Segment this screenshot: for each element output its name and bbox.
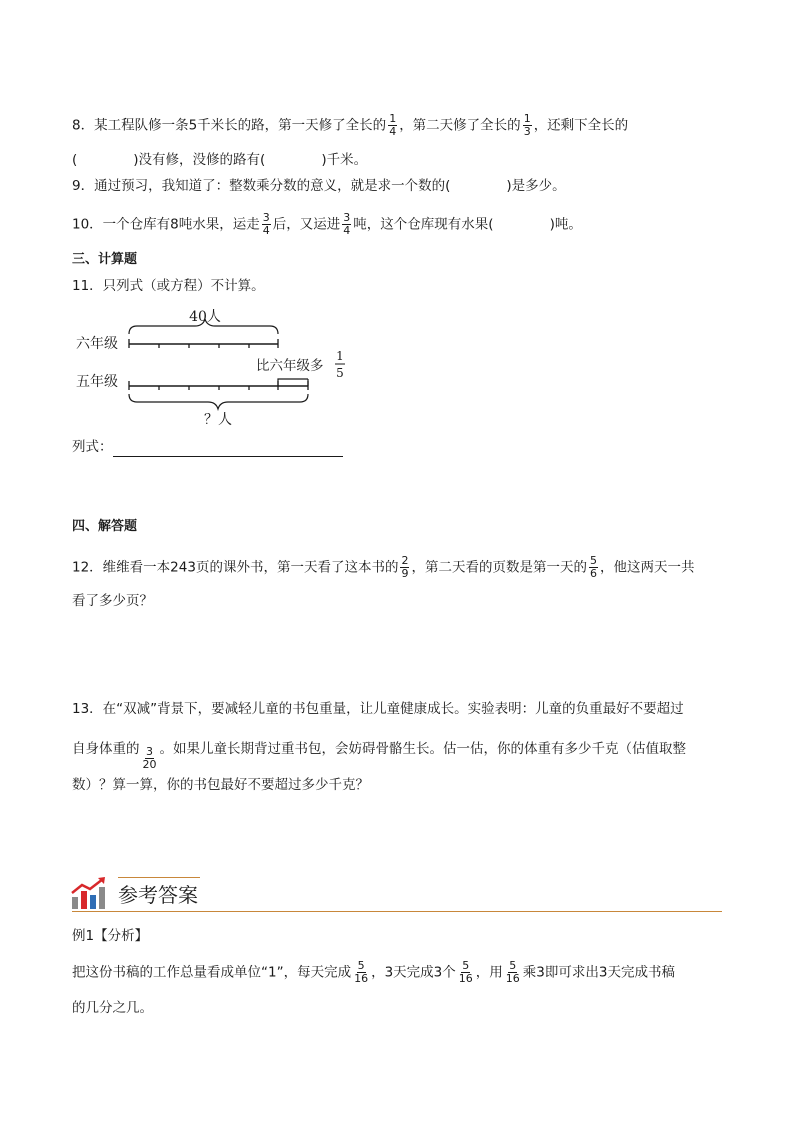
bottom-brace xyxy=(129,394,308,409)
fraction: $\frac{5}{6}$ xyxy=(589,554,597,580)
fraction: $\frac{5}{16}$ xyxy=(505,959,520,985)
fraction: $\frac{5}{16}$ xyxy=(354,959,369,985)
fraction: $\frac{1}{3}$ xyxy=(523,112,531,138)
row-label-grade5: 五年级 xyxy=(76,374,118,390)
answer-analysis-line2: 的几分之几。 xyxy=(72,1000,153,1016)
answer-line-row: 列式： xyxy=(72,437,343,457)
line-segment-diagram xyxy=(72,300,372,435)
fraction: $\frac{2}{9}$ xyxy=(401,554,409,580)
answer-analysis-line1: 把这份书稿的工作总量看成单位“1”，每天完成 $\frac{5}{16}$ ，3天完成3个 $\frac{5}{16}$ ，用 $\frac{5}{16}$ 乘3即可求出3天完成书稿 xyxy=(72,959,675,985)
bottom-label: ？人 xyxy=(204,412,232,428)
section-heading-4: 四、解答题 xyxy=(72,519,138,534)
answer-line[interactable] xyxy=(113,442,343,457)
question-13-line2: 自身体重的 $\frac{3}{20}$ 。如果儿童长期背过重书包，会妨碍骨骼生长。估一估，你的体重有多少千克（估值取整 xyxy=(72,741,686,771)
question-12-line2: 看了多少页？ xyxy=(72,593,153,609)
example-1-heading: 例1【分析】 xyxy=(72,928,149,944)
question-8-line1: 8．某工程队修一条5千米长的路，第一天修了全长的 $\frac{1}{4}$ ，第二天修了全长的 $\frac{1}{3}$ ，还剩下全长的 xyxy=(72,112,629,138)
question-10: 10．一个仓库有8吨水果，运走 $\frac{3}{4}$ 后，又运进 $\frac{3}{4}$ 吨，这个仓库现有水果( )吨。 xyxy=(72,211,582,237)
question-13-line3: 数）？算一算，你的书包最好不要超过多少千克？ xyxy=(72,777,369,793)
top-label: 40人 xyxy=(189,309,221,325)
answer-section-title: 参考答案 xyxy=(118,883,198,907)
extra-frac-num: 1 xyxy=(336,349,344,363)
question-13-line1: 13．在“双减”背景下，要减轻儿童的书包重量，让儿童健康成长。实验表明：儿童的负重最好不要超过 xyxy=(72,701,684,717)
answer-bottom-rule xyxy=(72,911,722,912)
question-11: 11．只列式（或方程）不计算。 xyxy=(72,278,265,294)
fraction: $\frac{3}{20}$ xyxy=(142,745,157,771)
extra-frac-den: 5 xyxy=(336,366,344,380)
row-label-grade6: 六年级 xyxy=(76,336,118,352)
extra-label: 比六年级多 xyxy=(256,358,324,374)
fraction: $\frac{1}{4}$ xyxy=(389,112,397,138)
question-8-line2: ( )没有修，没修的路有( )千米。 xyxy=(72,152,368,168)
fraction: $\frac{3}{4}$ xyxy=(343,211,351,237)
answer-top-rule xyxy=(118,877,200,878)
question-12-line1: 12．维维看一本243页的课外书，第一天看了这本书的 $\frac{2}{9}$ ，第二天看的页数是第一天的 $\frac{5}{6}$ ，他这两天一共 xyxy=(72,554,695,580)
fraction: $\frac{3}{4}$ xyxy=(262,211,270,237)
question-9: 9．通过预习，我知道了：整数乘分数的意义，就是求一个数的( )是多少。 xyxy=(72,178,566,194)
fraction: $\frac{5}{16}$ xyxy=(458,959,473,985)
section-heading-3: 三、计算题 xyxy=(72,252,138,267)
chart-growth-icon xyxy=(70,875,108,911)
